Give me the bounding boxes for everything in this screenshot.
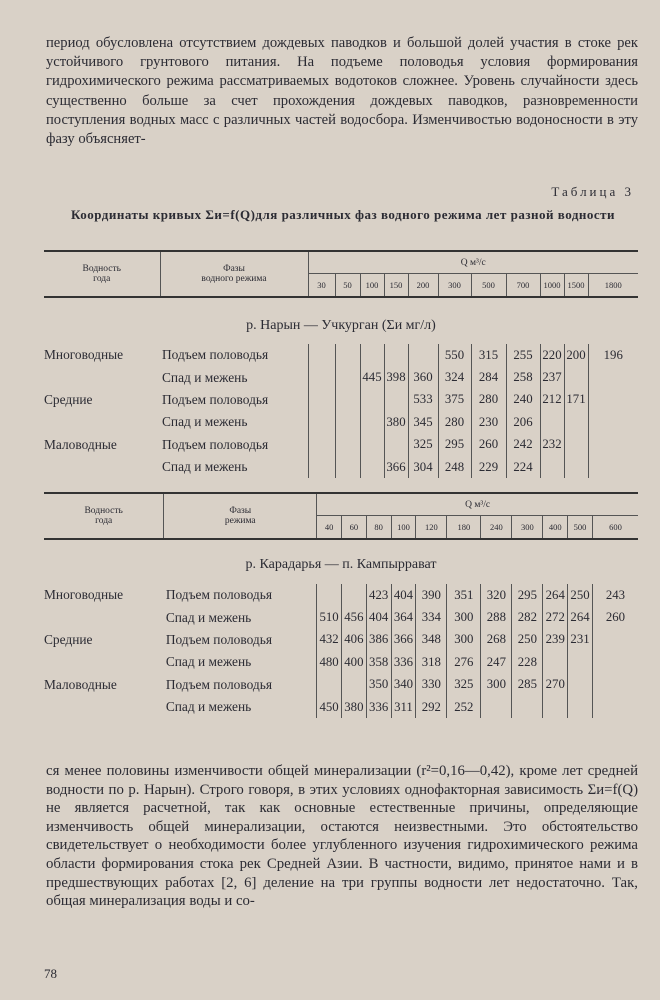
header-q-2: Q м³/с [317,493,638,516]
water-year-group: Маловодные [44,436,117,452]
mineralization-value: 358 [366,651,391,673]
mineralization-value [335,389,360,411]
regime-phase: Спад и межень [165,609,252,625]
mineralization-value [540,411,564,433]
q-value-header: 120 [416,516,447,540]
mineralization-value [360,344,384,366]
table-row [44,389,638,411]
mineralization-value: 295 [512,584,543,606]
q-value-header: 240 [481,516,512,540]
water-year-group [44,411,160,433]
regime-phase: Спад и межень [165,699,252,715]
mineralization-value [564,434,588,456]
mineralization-value: 258 [506,366,540,388]
mineralization-value: 230 [471,411,506,433]
table-label: Таблица 3 [551,184,634,199]
mineralization-value: 243 [592,584,638,606]
mineralization-value: 242 [506,434,540,456]
mineralization-value: 229 [471,456,506,478]
header-water-year: Водность года [44,251,160,297]
q-value-header: 50 [335,274,360,298]
mineralization-value: 510 [317,606,342,628]
q-value-header: 300 [438,274,471,298]
mineralization-value [360,456,384,478]
mineralization-value: 171 [564,389,588,411]
mineralization-value: 232 [540,434,564,456]
mineralization-value: 300 [481,674,512,696]
mineralization-value: 196 [588,344,638,366]
mineralization-value [543,651,568,673]
regime-phase: Спад и межень [165,654,252,670]
mineralization-value [543,696,568,718]
mineralization-value: 247 [481,651,512,673]
mineralization-value: 366 [384,456,408,478]
table-row [44,696,638,718]
table-karadarya-body [44,584,638,718]
mineralization-value [317,584,342,606]
table-row [44,366,638,388]
mineralization-value [592,696,638,718]
mineralization-value: 351 [447,584,481,606]
mineralization-value: 324 [438,366,471,388]
mineralization-value [384,434,408,456]
mineralization-value: 268 [481,629,512,651]
mineralization-value: 533 [408,389,438,411]
mineralization-value: 250 [512,629,543,651]
mineralization-value [540,456,564,478]
mineralization-value: 404 [391,584,416,606]
mineralization-value: 390 [416,584,447,606]
table-karadarya [44,492,638,540]
mineralization-value: 336 [391,651,416,673]
mineralization-value: 231 [568,629,593,651]
mineralization-value: 200 [564,344,588,366]
mineralization-value: 295 [438,434,471,456]
mineralization-value [308,411,335,433]
mineralization-value [564,456,588,478]
mineralization-value: 386 [366,629,391,651]
table-row [44,651,638,673]
mineralization-value [588,366,638,388]
q-value-header: 150 [384,274,408,298]
mineralization-value: 300 [447,629,481,651]
regime-phase: Спад и межень [162,369,248,385]
mineralization-value: 340 [391,674,416,696]
mineralization-value [384,389,408,411]
mineralization-value [360,434,384,456]
mineralization-value: 264 [543,584,568,606]
mineralization-value: 212 [540,389,564,411]
mineralization-value: 400 [341,651,366,673]
mineralization-value: 255 [506,344,540,366]
mineralization-value: 380 [341,696,366,718]
water-year-group: Средние [44,391,93,407]
regime-phase: Спад и межень [162,414,248,430]
mineralization-value: 364 [391,606,416,628]
mineralization-value [360,389,384,411]
q-value-header: 100 [360,274,384,298]
mineralization-value: 350 [366,674,391,696]
q-value-header: 500 [568,516,593,540]
table-row [44,411,638,433]
table-row [44,344,638,366]
mineralization-value: 270 [543,674,568,696]
mineralization-value: 445 [360,366,384,388]
mineralization-value [568,696,593,718]
mineralization-value: 366 [391,629,416,651]
header-phases: Фазы водного режима [160,251,308,297]
mineralization-value: 228 [512,651,543,673]
mineralization-value: 325 [408,434,438,456]
mineralization-value [588,434,638,456]
mineralization-value [308,344,335,366]
mineralization-value: 315 [471,344,506,366]
mineralization-value [308,434,335,456]
header-q: Q м³/с [308,251,638,274]
page-number: 78 [44,966,57,981]
mineralization-value [564,366,588,388]
mineralization-value [335,434,360,456]
mineralization-value: 398 [384,366,408,388]
q-value-header: 1500 [564,274,588,298]
table-row [44,456,638,478]
q-value-header: 500 [471,274,506,298]
water-year-group [44,606,164,628]
mineralization-value: 248 [438,456,471,478]
mineralization-value: 432 [317,629,342,651]
table-row [44,606,638,628]
mineralization-value: 280 [438,411,471,433]
mineralization-value: 550 [438,344,471,366]
mineralization-value: 325 [447,674,481,696]
table-naryn-body [44,344,638,478]
mineralization-value: 300 [447,606,481,628]
mineralization-value [564,411,588,433]
table-title: Координаты кривых Σи=f(Q)для различных фаз водного режима лет разной водности [70,207,616,222]
mineralization-value [308,389,335,411]
mineralization-value [588,456,638,478]
q-value-header: 100 [391,516,416,540]
mineralization-value [592,651,638,673]
q-value-header: 1800 [588,274,638,298]
mineralization-value: 237 [540,366,564,388]
regime-phase: Подъем половодья [165,587,272,603]
q-value-header: 400 [543,516,568,540]
mineralization-value: 318 [416,651,447,673]
mineralization-value: 380 [384,411,408,433]
q-value-header: 30 [308,274,335,298]
q-value-header: 40 [317,516,342,540]
mineralization-value [512,696,543,718]
mineralization-value: 406 [341,629,366,651]
water-year-group: Многоводные [44,347,124,363]
water-year-group [44,366,160,388]
mineralization-value: 282 [512,606,543,628]
river-karadarya: р. Карадарья — п. Кампыррават [245,557,437,572]
mineralization-value [592,674,638,696]
mineralization-value: 304 [408,456,438,478]
mineralization-value: 423 [366,584,391,606]
header-water-year-2: Водность года [44,493,164,539]
mineralization-value: 311 [391,696,416,718]
table-row [44,584,638,606]
q-value-header: 700 [506,274,540,298]
mineralization-value: 206 [506,411,540,433]
table-row [44,629,638,651]
mineralization-value: 260 [592,606,638,628]
mineralization-value: 288 [481,606,512,628]
mineralization-value: 456 [341,606,366,628]
mineralization-value: 334 [416,606,447,628]
mineralization-value: 320 [481,584,512,606]
mineralization-value [341,584,366,606]
q-value-header: 600 [592,516,638,540]
river-naryn: р. Нарын — Учкурган (Σи мг/л) [246,318,436,333]
mineralization-value: 252 [447,696,481,718]
table-row [44,434,638,456]
mineralization-value: 220 [540,344,564,366]
mineralization-value: 224 [506,456,540,478]
mineralization-value [335,344,360,366]
mineralization-value: 239 [543,629,568,651]
water-year-group [44,456,160,478]
water-year-group: Маловодные [44,676,117,692]
mineralization-value [317,674,342,696]
regime-phase: Подъем половодья [165,676,272,692]
paragraph-top: период обусловлена отсутствием дождевых паводков и большой долей участия в стоке рек устойчивого грунтового питания. На подъеме половодья условия формирования гидрохимического режима рассматриваемых водотоков сложнее. Уровень случайности здесь существенно больше за счет прохождения дождевых паводков, разновременности поступления водных масс с различных частей водосбора. Изменчивостью водоносности в эту фазу объясняет- [46,35,638,148]
q-value-header: 80 [366,516,391,540]
mineralization-value: 264 [568,606,593,628]
mineralization-value [335,366,360,388]
regime-phase: Подъем половодья [165,631,272,647]
header-phases-2: Фазы режима [164,493,317,539]
mineralization-value [408,344,438,366]
mineralization-value: 480 [317,651,342,673]
q-value-header: 200 [408,274,438,298]
mineralization-value: 360 [408,366,438,388]
mineralization-value [360,411,384,433]
mineralization-value [384,344,408,366]
mineralization-value: 250 [568,584,593,606]
mineralization-value: 284 [471,366,506,388]
mineralization-value: 345 [408,411,438,433]
table-naryn [44,250,638,298]
q-value-header: 300 [512,516,543,540]
mineralization-value: 404 [366,606,391,628]
mineralization-value: 330 [416,674,447,696]
water-year-group: Многоводные [44,587,124,603]
mineralization-value [341,674,366,696]
water-year-group [44,651,164,673]
mineralization-value [592,629,638,651]
mineralization-value [568,674,593,696]
table-row [44,674,638,696]
mineralization-value: 280 [471,389,506,411]
q-value-header: 60 [341,516,366,540]
mineralization-value [588,389,638,411]
mineralization-value [335,456,360,478]
mineralization-value: 240 [506,389,540,411]
regime-phase: Подъем половодья [162,436,269,452]
q-value-header: 180 [447,516,481,540]
mineralization-value [481,696,512,718]
mineralization-value: 336 [366,696,391,718]
mineralization-value [308,456,335,478]
water-year-group [44,696,164,718]
mineralization-value: 292 [416,696,447,718]
mineralization-value [335,411,360,433]
regime-phase: Подъем половодья [162,347,269,363]
regime-phase: Подъем половодья [162,391,269,407]
mineralization-value: 285 [512,674,543,696]
mineralization-value [588,411,638,433]
mineralization-value: 375 [438,389,471,411]
regime-phase: Спад и межень [162,459,248,475]
paragraph-bottom: ся менее половины изменчивости общей минерализации (r²=0,16—0,42), кроме лет средней водности по р. Нарын). Строго говоря, в этих условиях однофакторная зависимость Σи=f(Q) не является расчетной, так как основные естественные причины, определяющие изменчивость общей минерализации, остаются неизвестными. Это обстоятельство свидетельствует о необходимости более углубленного изучения гидрохимического режима области формирования стока рек Средней Азии. В частности, видимо, принятое нами и в предшествующих работах [2, 6] деление на три группы водности лет недостаточно. Так, общая минерализация воды и со- [46,763,638,910]
water-year-group: Средние [44,631,93,647]
mineralization-value: 450 [317,696,342,718]
mineralization-value: 272 [543,606,568,628]
q-value-header: 1000 [540,274,564,298]
mineralization-value: 260 [471,434,506,456]
mineralization-value [568,651,593,673]
mineralization-value: 276 [447,651,481,673]
mineralization-value: 348 [416,629,447,651]
mineralization-value [308,366,335,388]
